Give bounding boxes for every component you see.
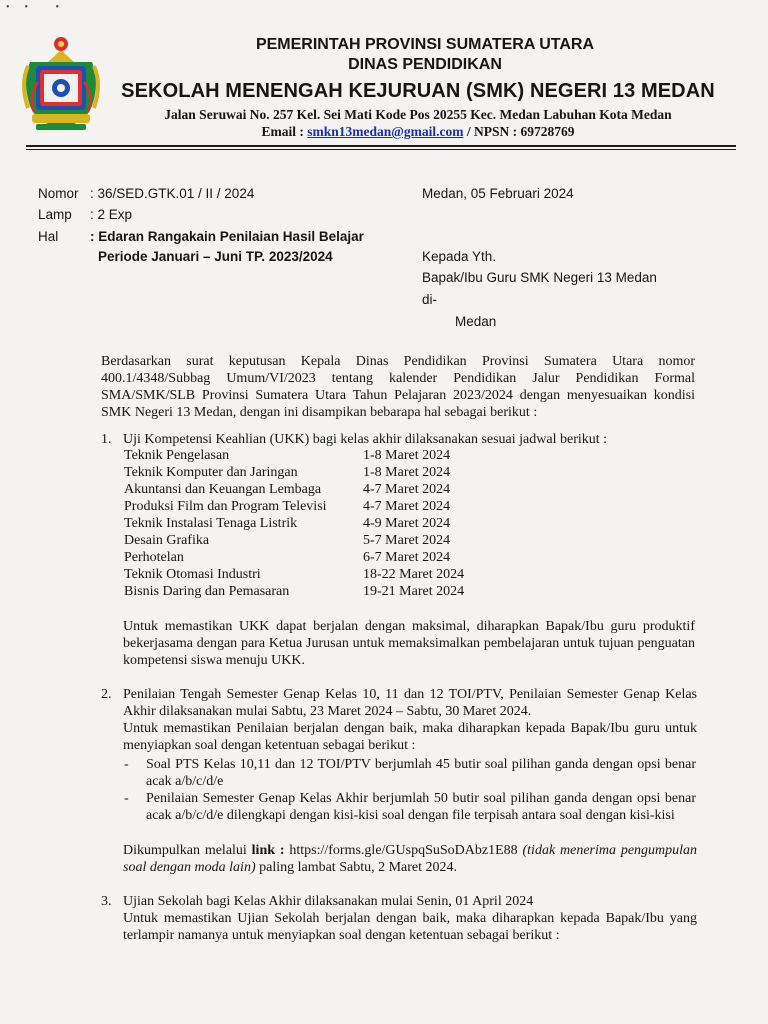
ukk-schedule-row <box>124 532 484 549</box>
ukk-schedule-row <box>124 566 484 583</box>
lamp-value: : 2 Exp <box>90 207 133 222</box>
recipient-city: Medan <box>455 314 497 329</box>
nomor-label: Nomor <box>38 186 79 201</box>
ukk-program: Teknik Instalasi Tenaga Listrik <box>124 516 298 531</box>
ukk-date: 6-7 Maret 2024 <box>363 550 451 565</box>
ukk-schedule-row <box>124 549 484 566</box>
intro-paragraph: Berdasarkan surat keputusan Kepala Dinas Pendidikan Provinsi Sumatera Utara nomor 400.1/4348/Subbag Umum/VI/2023 tentang kalender Pendidikan Jalur Pendidikan Formal SMA/SMK/SLB Provinsi Sumatera Utara Tahun Pelajaran 2023/2024 dengan menyesuaikan kondisi SMK Negeri 13 Medan, dengan ini disampikan bebarapa hal sebagai berikut : <box>101 354 695 420</box>
letterhead-government: PEMERINTAH PROVINSI SUMATERA UTARA <box>255 36 595 53</box>
ukk-schedule-row <box>124 515 484 532</box>
item1-title: Uji Kompetensi Keahlian (UKK) bagi kelas akhir dilaksanakan sesuai jadwal berikut : <box>123 432 608 447</box>
ukk-date: 1-8 Maret 2024 <box>363 448 451 463</box>
item2-collect-instruction <box>123 842 697 876</box>
ukk-date: 1-8 Maret 2024 <box>363 465 451 480</box>
collect-deadline: paling lambat Sabtu, 2 Maret 2024. <box>259 860 458 875</box>
item2-bullet-2: Penilaian Semester Genap Kelas Akhir berjumlah 50 butir soal pilihan ganda dengan opsi benar acak a/b/c/d/e dilengkapi dengan kisi-kisi soal dengan file terpisah antara soal dengan kisi-kisi <box>146 791 696 823</box>
npsn: / NPSN : 69728769 <box>466 124 575 139</box>
bullet-mark: - <box>124 757 129 772</box>
email-label: Email : <box>261 124 304 139</box>
hal-value-line2: Periode Januari – Juni TP. 2023/2024 <box>98 249 333 264</box>
email-link[interactable]: smkn13medan@gmail.com <box>307 124 464 139</box>
recipient-name: Bapak/Ibu Guru SMK Negeri 13 Medan <box>422 270 657 285</box>
item2-number: 2. <box>101 687 112 702</box>
ukk-schedule-row <box>124 481 484 498</box>
collect-prefix: Dikumpulkan melalui <box>123 843 247 858</box>
letterhead-department: DINAS PENDIDIKAN <box>348 56 502 73</box>
item2-bullet-1: Soal PTS Kelas 10,11 dan 12 TOI/PTV berjumlah 45 butir soal pilihan ganda dengan opsi benar acak a/b/c/d/e <box>146 757 696 789</box>
hal-label: Hal <box>38 229 59 244</box>
ukk-date: 5-7 Maret 2024 <box>363 533 451 548</box>
ukk-program: Akuntansi dan Keuangan Lembaga <box>124 482 322 497</box>
item2-intro: Untuk memastikan Penilaian berjalan dengan baik, maka diharapkan kepada Bapak/Ibu guru untuk menyiapkan soal dengan ketentuan sebagai berikut : <box>123 721 697 753</box>
ukk-date: 4-7 Maret 2024 <box>363 482 451 497</box>
ukk-schedule-row <box>124 583 484 600</box>
recipient-at: di- <box>422 292 438 307</box>
recipient-greeting: Kepada Yth. <box>422 249 497 264</box>
letterhead-contact <box>112 124 724 140</box>
ukk-schedule-row <box>124 447 484 464</box>
ukk-schedule-row <box>124 464 484 481</box>
letterhead-school-name: SEKOLAH MENENGAH KEJURUAN (SMK) NEGERI 13 MEDAN <box>121 80 715 102</box>
scan-dots: • • • <box>6 2 60 13</box>
item1-note: Untuk memastikan UKK dapat berjalan dengan maksimal, diharapkan Bapak/Ibu guru produktif bekerjasama dengan para Ketua Jurusan untuk memaksimalkan pembelajaran untuk tujuan penguatan kompetensi siswa menuju UKK. <box>123 619 695 668</box>
nomor-value: : 36/SED.GTK.01 / II / 2024 <box>90 186 255 201</box>
ukk-program: Produksi Film dan Program Televisi <box>124 499 327 514</box>
item3-intro: Untuk memastikan Ujian Sekolah berjalan dengan baik, maka diharapkan kepada Bapak/Ibu yang terlampir namanya untuk menyiapkan soal dengan ketentuan sebagai berikut : <box>123 911 697 943</box>
ukk-date: 18-22 Maret 2024 <box>363 567 465 582</box>
ukk-date: 4-7 Maret 2024 <box>363 499 451 514</box>
ukk-date: 19-21 Maret 2024 <box>363 584 465 599</box>
ukk-program: Desain Grafika <box>124 533 210 548</box>
item2-title: Penilaian Tengah Semester Genap Kelas 10, 11 dan 12 TOI/PTV, Penilaian Semester Genap Kelas Akhir dilaksanakan mulai Sabtu, 23 Maret 2024 – Sabtu, 30 Maret 2024. <box>123 687 697 719</box>
bullet-mark: - <box>124 791 129 806</box>
lamp-label: Lamp <box>38 207 72 222</box>
item3-title: Ujian Sekolah bagi Kelas Akhir dilaksanakan mulai Senin, 01 April 2024 <box>123 894 534 909</box>
ukk-program: Teknik Otomasi Industri <box>124 567 261 582</box>
ukk-schedule-row <box>124 498 484 515</box>
ukk-program: Teknik Pengelasan <box>124 448 230 463</box>
letterhead-divider-thin <box>26 149 736 150</box>
ukk-program: Perhotelan <box>124 550 184 565</box>
ukk-program: Bisnis Daring dan Pemasaran <box>124 584 290 599</box>
place-date: Medan, 05 Februari 2024 <box>422 186 574 201</box>
collect-form-url[interactable]: https://forms.gle/GUspqSuSoDAbz1E88 <box>289 843 518 858</box>
collect-link-label: link : <box>251 843 285 858</box>
hal-value-line1: : Edaran Rangakain Penilaian Hasil Belajar <box>90 229 364 244</box>
ukk-date: 4-9 Maret 2024 <box>363 516 451 531</box>
item3-number: 3. <box>101 894 112 909</box>
letterhead-address: Jalan Seruwai No. 257 Kel. Sei Mati Kode Pos 20255 Kec. Medan Labuhan Kota Medan <box>164 107 672 122</box>
ukk-program: Teknik Komputer dan Jaringan <box>124 465 298 480</box>
collect-note: (tidak menerima pengumpulan soal dengan moda lain) <box>123 843 698 875</box>
letterhead-divider-thick <box>26 145 736 147</box>
item1-number: 1. <box>101 432 112 447</box>
province-emblem-logo <box>18 32 104 134</box>
